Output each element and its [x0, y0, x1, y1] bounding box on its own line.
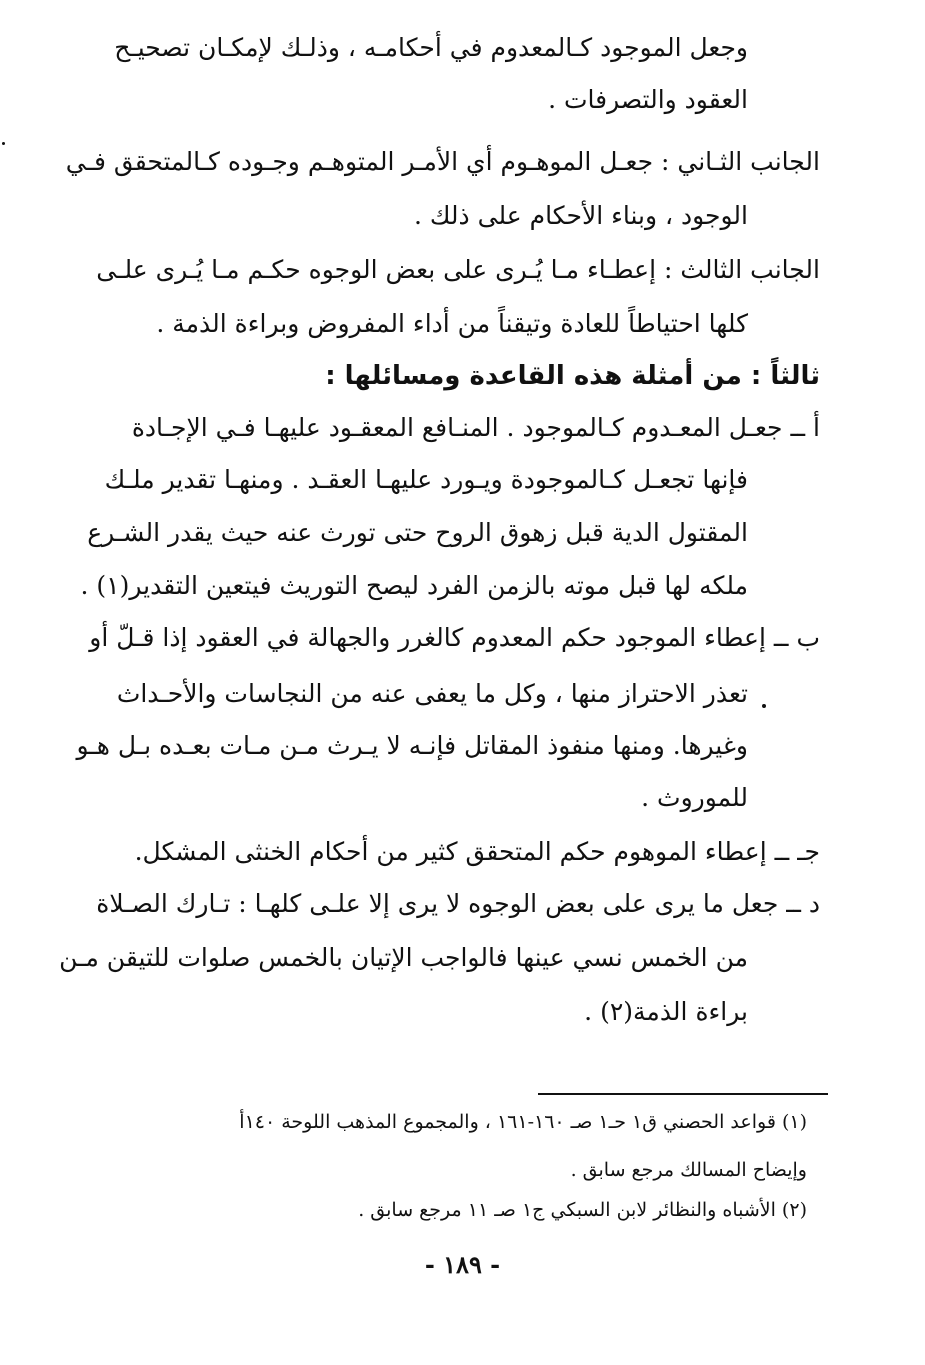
- body-line: الجانب الثالث : إعطـاء مـا يُـرى على بعض الوجوه حكـم مـا يُـرى علـى: [96, 255, 820, 284]
- footnote-line: (٢) الأشباه والنظائر لابن السبكي ج١ صـ ١١ مرجع سابق .: [358, 1199, 807, 1221]
- footnote-line: وإيضاح المسالك مرجع سابق .: [570, 1159, 807, 1181]
- footnote-line: (١) قواعد الحصني ق١ حـ١ صـ ١٦٠-١٦١ ، والمجموع المذهب اللوحة ١٤٠أ: [239, 1111, 807, 1133]
- body-line: وغيرها. ومنها منفوذ المقاتل فإنـه لا يـرث مـن مـات بعـده بـل هـو: [76, 731, 748, 760]
- page-number: - ١٨٩ -: [424, 1250, 501, 1279]
- body-line: الجانب الثـاني : جعـل الموهـوم أي الأمـر المتوهـم وجـوده كـالمتحقق فـي: [65, 147, 820, 176]
- body-line: للموروث .: [641, 783, 748, 812]
- body-line: أ ــ جعـل المعـدوم كـالموجود . المنـافع المعقـود عليهـا فـي الإجـادة: [131, 413, 820, 442]
- body-line: ب ــ إعطاء الموجود حكم المعدوم كالغرر والجهالة في العقود إذا قـلّ أو: [89, 623, 820, 652]
- body-line: د ــ جعل ما يرى على بعض الوجوه لا يرى إلا علـى كلهـا : تـارك الصـلاة: [96, 889, 820, 918]
- body-line: من الخمس نسي عينها فالواجب الإتيان بالخمس صلوات للتيقن مـن: [59, 943, 748, 972]
- footnote-separator: [538, 1093, 828, 1095]
- body-line: العقود والتصرفات .: [548, 85, 748, 114]
- scan-speck: [2, 142, 5, 145]
- body-line: المقتول الدية قبل زهوق الروح حتى تورث عنه حيث يقدر الشـرع: [87, 518, 748, 547]
- body-line: ملكه لها قبل موته بالزمن الفرد ليصح التوريث فيتعين التقدير(١) .: [80, 571, 748, 600]
- body-line: براءة الذمة(٢) .: [584, 997, 748, 1026]
- scan-speck: [762, 704, 766, 708]
- body-line: وجعل الموجود كـالمعدوم في أحكامـه ، وذلـك لإمكـان تصحيـح: [114, 33, 748, 62]
- body-line: جـ ــ إعطاء الموهوم حكم المتحقق كثير من أحكام الخنثى المشكل.: [134, 837, 820, 866]
- section-heading: ثالثاً : من أمثلة هذه القاعدة ومسائلها :: [325, 361, 820, 391]
- body-line: كلها احتياطاً للعادة وتيقناً من أداء المفروض وبراءة الذمة .: [156, 309, 748, 338]
- body-line: الوجود ، وبناء الأحكام على ذلك .: [413, 201, 748, 230]
- body-line: تعذر الاحتراز منها ، وكل ما يعفى عنه من النجاسات والأحـداث: [116, 679, 748, 708]
- body-line: فإنها تجعـل كـالموجودة ويـورد عليهـا العقـد . ومنهـا تقدير ملـك: [104, 465, 748, 494]
